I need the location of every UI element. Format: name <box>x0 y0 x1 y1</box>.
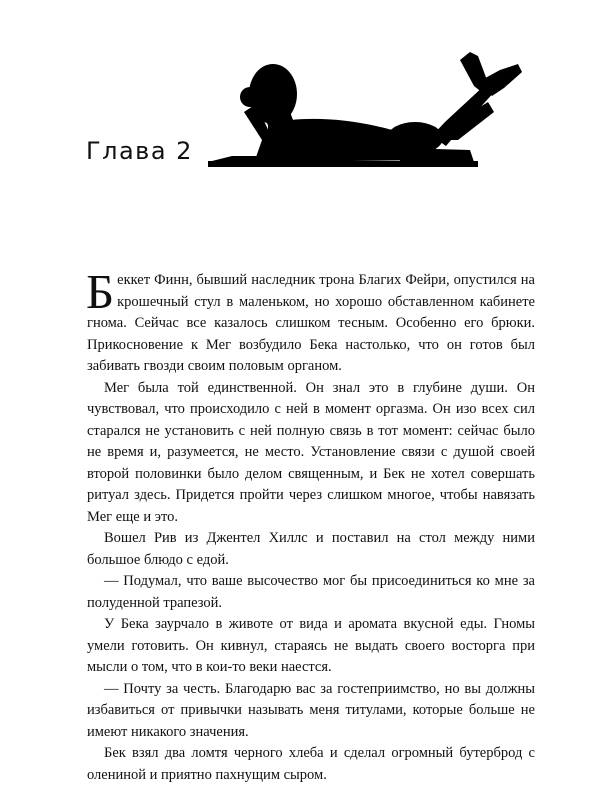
drop-cap: Б <box>86 264 115 319</box>
paragraph-5: У Бека заурчало в животе от вида и аромата вкусной еды. Гномы умели готовить. Он кивнул, стараясь не выдать своего восторга при мысли о том, что в кои-то веки наестся. <box>87 616 535 675</box>
paragraph-2: Мег была той единственной. Он знал это в глубине души. Он чувствовал, что происходило с ней в момент оргазма. Он изо всех сил старался не установить с ней полную связь в тот момент: сейчас было не время и, разумеется, не место. Установление связи с душой своей второй половинки было делом священным, и Бек не хотел совершать ритуал здесь. Придется пройти через слишком многое, чтобы навязать Мег еще и это. <box>87 379 535 525</box>
paragraph-3: Вошел Рив из Джентел Хиллс и поставил на стол между ними большое блюдо с едой. <box>87 530 535 568</box>
chapter-header <box>0 0 600 175</box>
chapter-title: Глава 2 <box>86 137 193 165</box>
paragraph-7: Бек взял два ломтя черного хлеба и сделал огромный бутерброд с олениной и приятно пахнущим сыром. <box>87 745 535 783</box>
paragraph-4: — Подумал, что ваше высочество мог бы присоединиться ко мне за полуденной трапезой. <box>87 573 535 611</box>
paragraph-6: — Почту за честь. Благодарю вас за гостеприимство, но вы должны избавиться от привычки называть меня титулами, которые больше не имеют никакого значения. <box>87 680 535 740</box>
paragraph-1-text: еккет Финн, бывший наследник трона Благих Фейри, опустился на крошечный стул в маленьком, но хорошо обставленном кабинете гнома. Сейчас все казалось слишком тесным. Особенно его брюки. Прикосновение к Мег возбудило Бека настолько, что он готов был забивать гвозди своим половым органом. <box>87 272 535 374</box>
paragraph-1 <box>86 264 535 378</box>
chapter-body <box>86 264 535 786</box>
